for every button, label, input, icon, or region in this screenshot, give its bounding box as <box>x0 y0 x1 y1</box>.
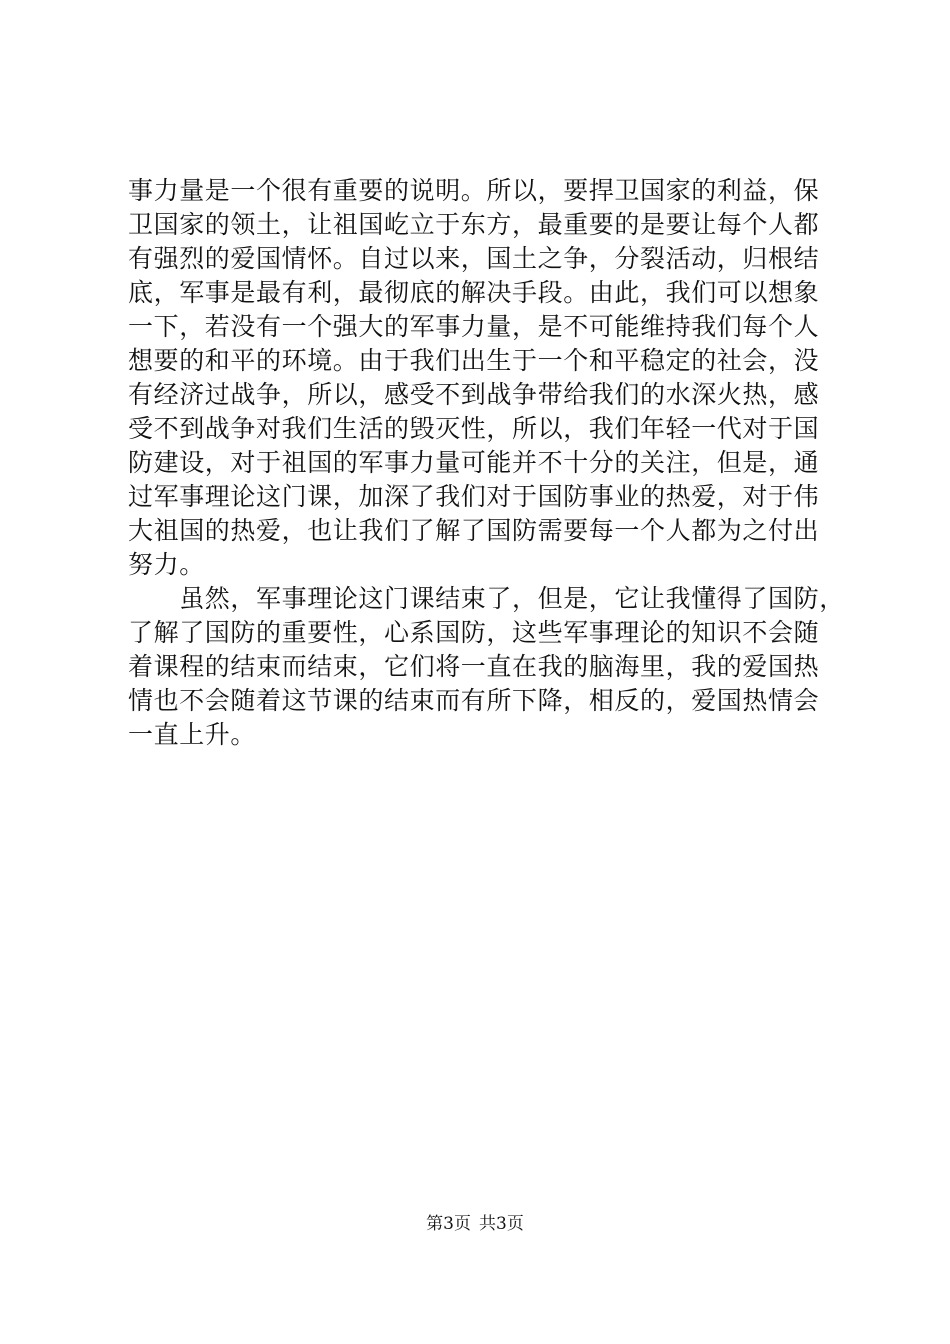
text-line: 大祖国的热爱，也让我们了解了国防需要每一个人都为之付出 <box>128 516 820 545</box>
text-line: 努力。 <box>128 550 205 579</box>
text-line: 受不到战争对我们生活的毁灭性，所以，我们年轻一代对于国 <box>128 414 820 443</box>
text-line: 情也不会随着这节课的结束而有所下降，相反的，爱国热情会 <box>128 686 820 715</box>
text-line: 有强烈的爱国情怀。自过以来，国土之争，分裂活动，归根结 <box>128 244 820 273</box>
text-line: 底，军事是最有利，最彻底的解决手段。由此，我们可以想象 <box>128 278 820 307</box>
text-line: 卫国家的领土，让祖国屹立于东方，最重要的是要让每个人都 <box>128 210 820 239</box>
text-line: 防建设，对于祖国的军事力量可能并不十分的关注，但是，通 <box>128 448 820 477</box>
page-number-total: 共3页 <box>479 1214 524 1234</box>
page-footer <box>0 1213 950 1235</box>
text-line: 一直上升。 <box>128 720 257 749</box>
text-line: 着课程的结束而结束，它们将一直在我的脑海里，我的爱国热 <box>128 652 820 681</box>
page-number-current: 第3页 <box>426 1214 471 1234</box>
text-line: 事力量是一个很有重要的说明。所以，要捍卫国家的利益，保 <box>128 176 820 205</box>
text-line: 虽然，军事理论这门课结束了，但是，它让我懂得了国防， <box>128 584 845 613</box>
text-line: 了解了国防的重要性，心系国防，这些军事理论的知识不会随 <box>128 618 820 647</box>
body-text <box>128 174 845 752</box>
text-line: 一下，若没有一个强大的军事力量，是不可能维持我们每个人 <box>128 312 820 341</box>
text-line: 想要的和平的环境。由于我们出生于一个和平稳定的社会，没 <box>128 346 820 375</box>
text-line: 过军事理论这门课，加深了我们对于国防事业的热爱，对于伟 <box>128 482 820 511</box>
text-line: 有经济过战争，所以，感受不到战争带给我们的水深火热，感 <box>128 380 820 409</box>
